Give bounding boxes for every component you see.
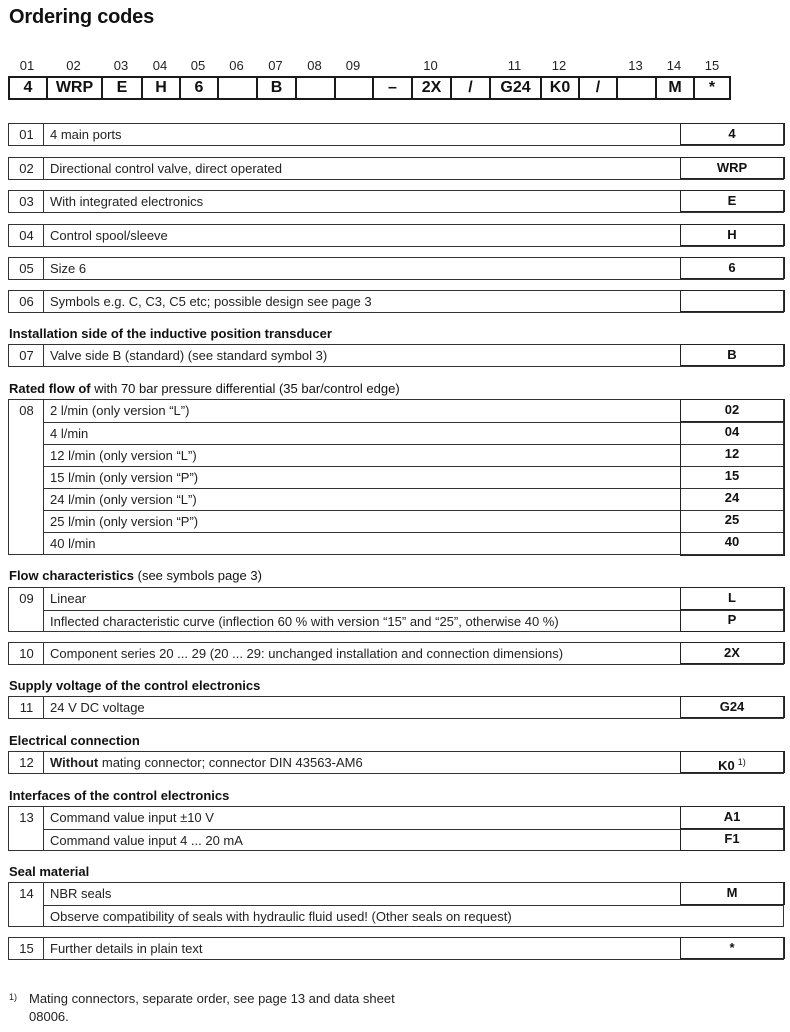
section-number: 10 — [19, 646, 34, 661]
section-06 — [8, 290, 784, 313]
option-code: M — [680, 882, 785, 905]
heading-bold: Rated flow of — [9, 381, 91, 396]
option-description: 15 l/min (only version “P”) — [50, 470, 199, 485]
section-15 — [8, 937, 784, 960]
section-03 — [8, 190, 784, 213]
section-description: 4 main ports — [50, 127, 122, 142]
option-code: 24 — [680, 488, 785, 511]
section-number: 11 — [19, 700, 34, 715]
option-code: P — [680, 610, 785, 632]
section-heading: Installation side of the inductive position transducer — [9, 326, 332, 341]
section-number: 06 — [19, 294, 34, 309]
code-cell: – — [374, 78, 413, 98]
section-description: Size 6 — [50, 261, 87, 276]
section-05 — [8, 257, 784, 280]
code-cell: E — [103, 78, 143, 98]
section-code — [680, 290, 785, 313]
code-position-labels — [0, 58, 790, 74]
option-description: 2 l/min (only version “L”) — [50, 403, 190, 418]
position-label: 09 — [345, 58, 361, 73]
section-01 — [8, 123, 784, 146]
position-label: 10 — [423, 58, 438, 73]
section-number: 02 — [19, 161, 34, 176]
option-code: 02 — [680, 399, 785, 422]
section-number: 05 — [19, 261, 34, 276]
option-code: A1 — [680, 806, 785, 829]
section-number: 04 — [19, 228, 34, 243]
option-description: Command value input 4 ... 20 mA — [50, 833, 243, 848]
option-code: 25 — [680, 510, 785, 533]
option-code: 40 — [680, 532, 785, 556]
heading-bold: Flow characteristics — [9, 568, 134, 583]
section-number: 12 — [19, 755, 34, 770]
code-cell: 4 — [10, 78, 48, 98]
option-description: NBR seals — [50, 886, 112, 901]
section-number: 08 — [19, 403, 34, 418]
option-description: 24 l/min (only version “L”) — [50, 492, 197, 507]
position-label: 12 — [551, 58, 567, 73]
option-description: 25 l/min (only version “P”) — [50, 514, 199, 529]
section-code: 2X — [680, 642, 785, 665]
position-label: 03 — [113, 58, 129, 73]
section-description: With integrated electronics — [50, 194, 204, 209]
section-04 — [8, 224, 784, 247]
option-description: Inflected characteristic curve (inflection 60 % with version “15” and “25”, otherwise 40 %) — [50, 614, 559, 629]
option-description: 40 l/min — [50, 536, 96, 551]
section-02 — [8, 157, 784, 180]
position-label: 11 — [507, 58, 522, 73]
option-description: Command value input ±10 V — [50, 810, 214, 825]
ordering-code-box — [8, 76, 731, 100]
section-description: Directional control valve, direct operated — [50, 161, 282, 176]
section-number: 01 — [19, 127, 34, 142]
section-description: Valve side B (standard) (see standard symbol 3) — [50, 348, 328, 363]
section-13 — [8, 806, 784, 851]
option-description: Linear — [50, 591, 87, 606]
code-cell: / — [452, 78, 491, 98]
section-code: 6 — [680, 257, 785, 280]
section-code: WRP — [680, 157, 785, 180]
section-heading — [9, 568, 262, 583]
position-label: 15 — [704, 58, 720, 73]
section-11 — [8, 696, 784, 719]
position-label: 02 — [66, 58, 81, 73]
section-heading: Interfaces of the control electronics — [9, 788, 230, 803]
section-number: 14 — [19, 886, 34, 901]
code-value: K0 — [718, 757, 735, 773]
description-rest: mating connector; connector DIN 43563-AM6 — [98, 755, 363, 770]
section-09 — [8, 587, 784, 632]
description-bold: Without — [50, 755, 99, 770]
option-code: F1 — [680, 829, 785, 851]
section-code: G24 — [680, 696, 785, 719]
section-code: 4 — [680, 123, 785, 146]
section-code — [680, 751, 785, 774]
section-code: * — [680, 937, 785, 960]
option-description: Observe compatibility of seals with hydraulic fluid used! (Other seals on request) — [50, 909, 512, 924]
page-title: Ordering codes — [9, 6, 155, 28]
code-cell: M — [657, 78, 695, 98]
section-code: E — [680, 190, 785, 213]
section-code: H — [680, 224, 785, 247]
section-number: 07 — [19, 348, 34, 363]
section-number: 13 — [19, 810, 34, 825]
section-description: Component series 20 ... 29 (20 ... 29: unchanged installation and connection dimensions) — [50, 646, 564, 661]
section-number: 03 — [19, 194, 34, 209]
code-cell — [336, 78, 374, 98]
position-label: 01 — [19, 58, 35, 73]
code-cell: / — [580, 78, 618, 98]
heading-normal: with 70 bar pressure differential (35 bar/control edge) — [90, 381, 400, 396]
code-cell — [219, 78, 258, 98]
section-08 — [8, 399, 784, 555]
code-cell — [297, 78, 336, 98]
position-label: 05 — [190, 58, 206, 73]
code-cell: WRP — [48, 78, 103, 98]
section-07 — [8, 344, 784, 367]
section-number: 09 — [19, 591, 34, 606]
option-code: 04 — [680, 422, 785, 445]
section-12 — [8, 751, 784, 774]
position-label: 07 — [268, 58, 283, 73]
code-cell: K0 — [542, 78, 580, 98]
section-10 — [8, 642, 784, 665]
section-heading: Electrical connection — [9, 733, 140, 748]
code-cell: 6 — [181, 78, 219, 98]
section-description: 24 V DC voltage — [50, 700, 145, 715]
option-code: 15 — [680, 466, 785, 489]
section-heading: Seal material — [9, 864, 90, 879]
position-label: 14 — [666, 58, 682, 73]
footnote-text: Mating connectors, separate order, see page 13 and data sheet 08006. — [29, 991, 395, 1024]
section-heading: Supply voltage of the control electronics — [9, 678, 261, 693]
position-label: 06 — [229, 58, 244, 73]
option-code: L — [680, 587, 785, 610]
section-number: 15 — [19, 941, 34, 956]
footnote-reference: 1) — [737, 756, 746, 767]
position-label: 08 — [307, 58, 322, 73]
code-cell: 2X — [413, 78, 452, 98]
position-label: 13 — [628, 58, 643, 73]
code-cell: G24 — [491, 78, 542, 98]
section-14 — [8, 882, 784, 927]
section-heading — [9, 381, 400, 396]
section-description: Control spool/sleeve — [50, 228, 168, 243]
option-description: 12 l/min (only version “L”) — [50, 448, 197, 463]
code-cell — [618, 78, 657, 98]
option-description: 4 l/min — [50, 426, 89, 441]
heading-normal: (see symbols page 3) — [134, 568, 262, 583]
section-description: Symbols e.g. C, C3, C5 etc; possible design see page 3 — [50, 294, 372, 309]
section-description: Further details in plain text — [50, 941, 203, 956]
code-cell: * — [708, 79, 716, 96]
section-code: B — [680, 344, 785, 367]
option-code: 12 — [680, 444, 785, 467]
code-cell: B — [258, 78, 297, 98]
position-label: 04 — [152, 58, 168, 73]
section-description — [50, 752, 363, 773]
footnote — [9, 990, 429, 1026]
code-cell: H — [143, 78, 181, 98]
footnote-mark: 1) — [9, 992, 18, 1002]
